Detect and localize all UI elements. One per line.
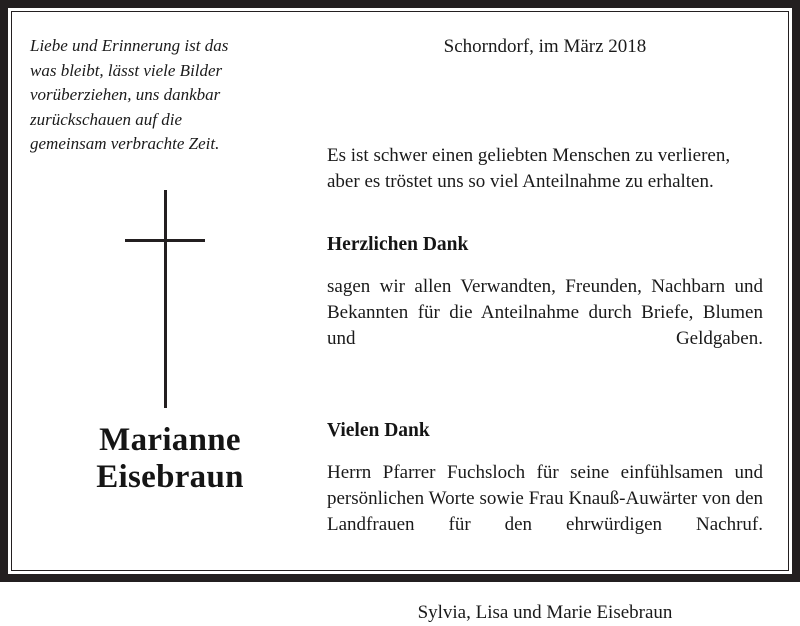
quote-line: was bleibt, lässt viele Bilder: [30, 60, 223, 80]
quote-line: gemeinsam verbrachte Zeit.: [30, 134, 220, 153]
notice-sheet: [12, 12, 788, 623]
quote-line: vorüberziehen, uns dankbar: [30, 85, 221, 104]
deceased-last-name: Eisebraun: [96, 459, 244, 495]
thanks-paragraph-pastor: Herrn Pfarrer Fuchsloch für seine einfühlsamen und persönlichen Worte sowie Frau Knauß-Auwärter von den Landfrauen für den ehrwürdigen Nachruf.: [327, 462, 763, 535]
intro-paragraph: [327, 143, 763, 195]
intro-line: aber es tröstet uns so viel Anteilnahme zu erhalten.: [327, 171, 714, 192]
latin-cross-icon: [114, 178, 214, 408]
thanks-paragraph-relatives: sagen wir allen Verwandten, Freunden, Nachbarn und Bekannten für die Anteilnahme durch Briefe, Blumen und Geldgaben.: [327, 276, 763, 349]
intro-line: Es ist schwer einen geliebten Menschen zu verlieren,: [327, 145, 731, 166]
deceased-first-name: Marianne: [99, 422, 241, 458]
right-column: [327, 34, 763, 626]
deceased-name: [30, 422, 310, 496]
dateline: Schorndorf, im März 2018: [443, 36, 647, 57]
memorial-quote: [30, 34, 262, 157]
heading-herzlichen-dank: Herzlichen Dank: [327, 234, 469, 255]
heading-vielen-dank: Vielen Dank: [327, 420, 430, 441]
left-column: [30, 34, 310, 495]
cross-horizontal-bar: [125, 239, 205, 242]
cross-vertical-bar: [164, 190, 167, 408]
quote-line: Liebe und Erinnerung ist das: [30, 36, 229, 55]
family-signature: Sylvia, Lisa und Marie Eisebraun: [417, 602, 673, 623]
quote-line: zurückschauen auf die: [30, 109, 183, 129]
